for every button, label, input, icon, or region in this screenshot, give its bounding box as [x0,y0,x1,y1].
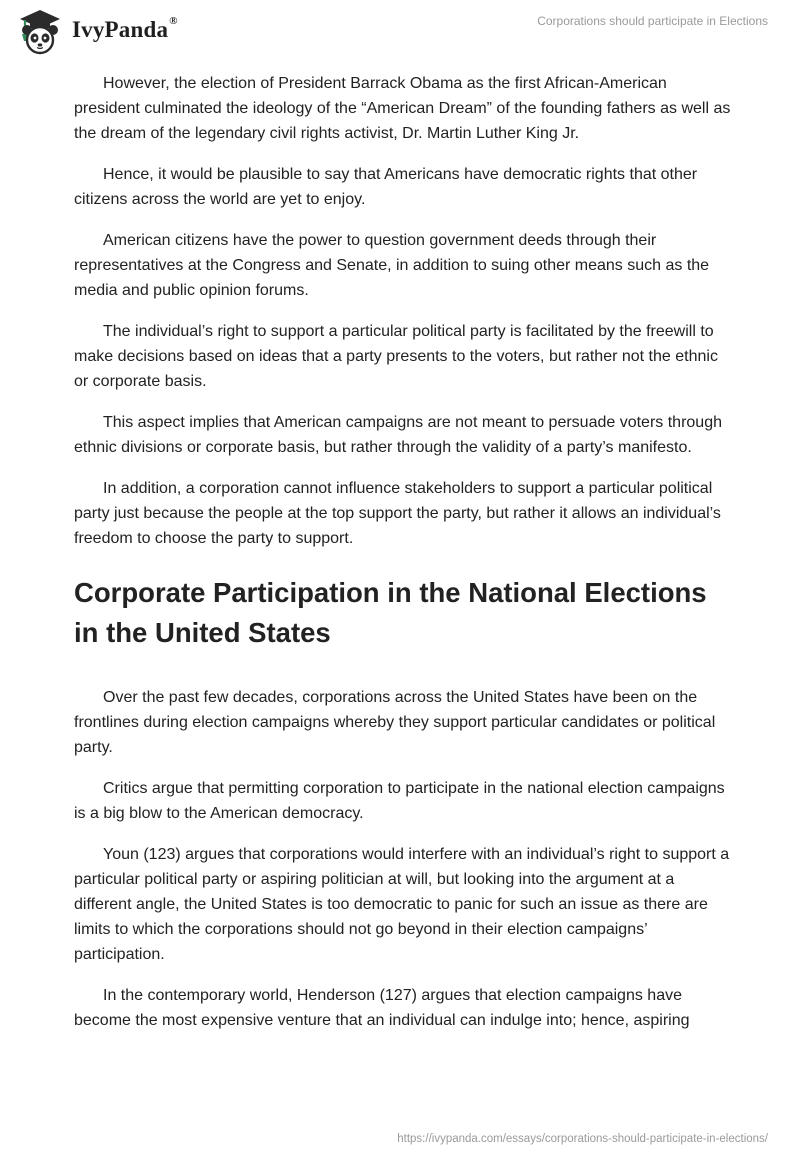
paragraph: This aspect implies that American campaigns are not meant to persuade voters through ethnic divisions or corporate basis, but rather through the validity of a party’s manifesto. [74,414,722,456]
paragraph: Over the past few decades, corporations across the United States have been on the frontlines during election campaigns whereby they support particular candidates or political party. [74,689,716,756]
paragraph: American citizens have the power to question government deeds through their representatives at the Congress and Senate, in addition to suing other means such as the media and public opinion forums. [74,232,710,299]
brand-name: IvyPanda® [72,15,178,42]
source-url-link[interactable]: https://ivypanda.com/essays/corporations-should-participate-in-elections/ [397,1133,768,1145]
paragraph: Hence, it would be plausible to say that Americans have democratic rights that other citizens across the world are yet to enjoy. [74,166,698,208]
paragraph: Youn (123) argues that corporations would interfere with an individual’s right to support a particular political party or aspiring politician at will, but looking into the argument at a different angle, the United States is too democratic to panic for such an issue as there are limits to which the corporations should not go beyond in their election campaigns’ participation. [74,846,730,963]
section-heading: Corporate Participation in the National Elections in the United States [74,577,707,648]
paragraph: Critics argue that permitting corporation to participate in the national election campaigns is a big blow to the American democracy. [74,780,725,822]
registered-mark: ® [169,15,178,28]
essay-body [74,71,734,1049]
paragraph: However, the election of President Barrack Obama as the first African-American president culminated the ideology of the “American Dream” of the founding fathers as well as the dream of the legendary civil rights activist, Dr. Martin Luther King Jr. [74,75,731,142]
page-title: Corporations should participate in Elections [537,14,768,28]
paragraph: The individual’s right to support a particular political party is facilitated by the freewill to make decisions based on ideas that a party presents to the voters, but rather not the ethnic or corporate basis. [74,323,718,390]
page-header [0,0,800,56]
paragraph: In the contemporary world, Henderson (127) argues that election campaigns have become the most expensive venture that an individual can indulge into; hence, aspiring [74,987,690,1029]
panda-graduate-logo-icon [16,8,64,56]
paragraph: In addition, a corporation cannot influence stakeholders to support a particular political party just because the people at the top support the party, but rather it allows an individual’s freedom to choose the party to support. [74,480,721,547]
brand-logo[interactable] [16,8,178,56]
